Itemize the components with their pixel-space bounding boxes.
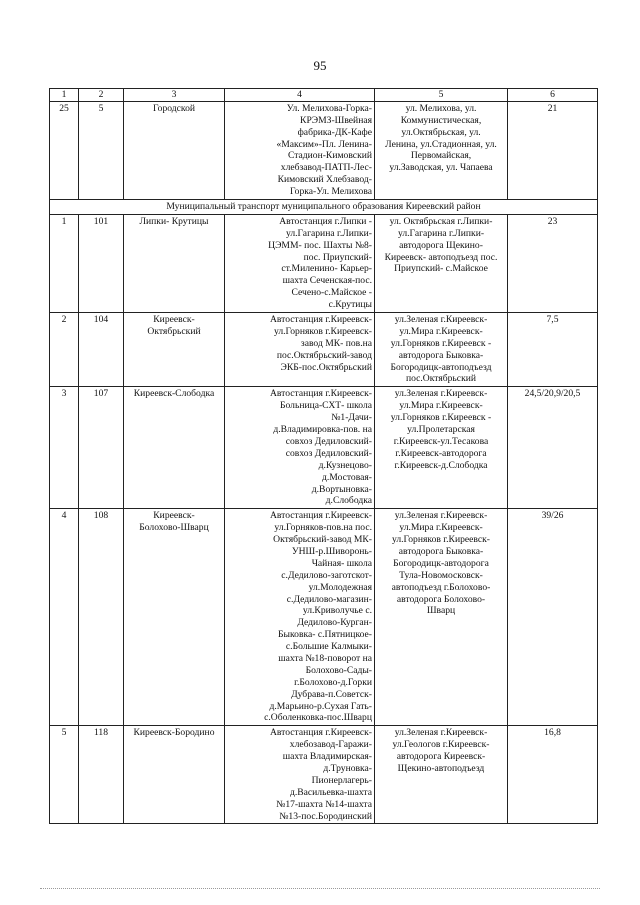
route-length: 24,5/20,9/20,5 (508, 387, 598, 509)
route-streets-line: ул.Зеленая г.Киреевск- (394, 388, 488, 400)
route-stops-line: с.Крутицы (328, 299, 372, 311)
route-stops-line: фабрика-ДК-Кафе (297, 126, 372, 138)
route-stops-line: Пионерлагерь- (311, 774, 372, 786)
route-stops-line: Больница-СХТ- школа (279, 400, 372, 412)
route-stops-line: Быковка- с.Пятницкое- (278, 629, 372, 641)
route-stops-line: Стадион-Кимовский (287, 150, 372, 162)
route-name-line: Городской (152, 102, 196, 114)
route-stops-line: шахта Сеченская-пос. (282, 275, 372, 287)
route-name-line: Киреевск- (153, 314, 195, 326)
route-streets-line: Ленина, ул.Стадионная, ул. (385, 138, 497, 150)
route-stops-line: ул.Горняков-пов.на пос. (274, 522, 372, 534)
route-streets-line: Богородицк-автодорога (393, 557, 489, 569)
route-stops-line: д.Слободка (325, 495, 372, 507)
route-stops-line: Автостанция г.Киреевск- (269, 388, 372, 400)
route-stops-line: ул.Горняков г.Киреевск- (274, 325, 372, 337)
route-stops-line: Дубрава-п.Советск- (291, 688, 372, 700)
route-streets-line: автодорога Щекино- (399, 239, 483, 251)
route-stops-line: совхоз Дедиловский- (285, 447, 372, 459)
route-streets-line: автодорога Быковка- (398, 349, 484, 361)
route-stops-line: «Максим»-Пл. Ленина- (276, 138, 372, 150)
route-streets-line: ул.Горняков г.Киреевск - (390, 412, 492, 424)
route-name (124, 214, 225, 312)
route-streets (375, 214, 508, 312)
route-streets-line: ул. Мелихова, ул. (405, 102, 477, 114)
route-stops (225, 509, 375, 726)
route-stops-line: с.Большие Калмыки- (285, 641, 372, 653)
route-stops-line: с.Дедилово-заготскот- (281, 569, 372, 581)
route-stops-line: д.Владимировка-пов. на (273, 424, 372, 436)
route-stops-line: завод МК- пов.на (300, 337, 372, 349)
route-stops-line: д.Марьино-р.Сухая Гать- (269, 700, 372, 712)
route-streets-line: Приупский- с.Майское (394, 263, 488, 275)
route-stops-line: Горка-Ул. Мелихова (289, 186, 372, 198)
route-name (124, 387, 225, 509)
row-number: 3 (50, 387, 79, 509)
route-stops-line: ЭКБ-пос.Октябрьский (280, 361, 372, 373)
route-stops-line: ЦЭММ- пос. Шахты №8- (268, 239, 372, 251)
route-streets-line: ул.Гагарина г.Липки- (397, 227, 485, 239)
table-row (50, 313, 598, 387)
route-stops-line: шахта №18-поворот на (278, 652, 372, 664)
route-streets-line: г.Киреевск-ул.Тесакова (393, 435, 489, 447)
route-name-line: Октябрьский (147, 325, 201, 337)
route-stops-line: Автостанция г.Киреевск- (269, 314, 372, 326)
route-streets-line: Киреевск- автоподъезд пос. (384, 251, 498, 263)
route-stops (225, 101, 375, 199)
route-streets-line: автодорога Быковка- (398, 545, 484, 557)
route-streets-line: г.Киреевск-д.Слободка (394, 459, 488, 471)
route-stops-line: совхоз Дедиловский- (285, 435, 372, 447)
route-stops-line: с.Дедилово-магазин- (286, 593, 372, 605)
route-stops-line: пос. Приупский- (303, 251, 372, 263)
route-stops-line: №17-шахта №14-шахта (276, 798, 372, 810)
table-row (50, 214, 598, 312)
routes-table (49, 88, 598, 824)
route-stops-line: ул.Молодежная (308, 581, 372, 593)
route-stops (225, 726, 375, 824)
route-stops-line: хлебзавод-ПАТП-Лес- (280, 162, 372, 174)
route-name (124, 509, 225, 726)
route-streets-line: Богородицк-автоподъезд (390, 361, 492, 373)
route-streets (375, 313, 508, 387)
route-stops-line: д.Мостовая- (322, 471, 372, 483)
route-name-line: Киреевск- (153, 510, 195, 522)
column-header: 1 (50, 89, 79, 102)
route-stops-line: Октябрьский-завод МК- (273, 534, 372, 546)
route-stops (225, 214, 375, 312)
route-streets-line: Тула-Новомосковск- (399, 569, 483, 581)
route-stops-line: д.Вортыновка- (311, 483, 372, 495)
route-name-line: Липки- Крутицы (139, 215, 209, 227)
route-name (124, 313, 225, 387)
page-number: 95 (313, 58, 327, 73)
route-streets (375, 387, 508, 509)
route-stops-line: Болохово-Сады- (305, 664, 372, 676)
route-stops-line: г.Болохово-д.Горки (294, 676, 372, 688)
route-streets-line: автодорога Болохово- (396, 593, 486, 605)
route-name-line: Киреевск-Бородино (133, 727, 215, 739)
route-stops-line: пос.Октябрьский-завод (276, 349, 372, 361)
route-streets-line: автодорога Киреевск- (396, 751, 486, 763)
route-stops-line: хлебозавод-Гаражи- (289, 739, 372, 751)
row-number: 1 (50, 214, 79, 312)
route-stops-line: ул.Гагарина г.Липки- (285, 227, 372, 239)
route-streets-line: автоподъезд г.Болохово- (391, 581, 491, 593)
route-stops (225, 313, 375, 387)
route-streets-line: ул.Зеленая г.Киреевск- (394, 727, 488, 739)
route-name-line: Киреевск-Слободка (133, 388, 215, 400)
table-row (50, 101, 598, 199)
route-streets-line: Шварц (426, 605, 456, 617)
route-length: 16,8 (508, 726, 598, 824)
route-streets (375, 101, 508, 199)
row-number: 25 (50, 101, 79, 199)
row-number: 4 (50, 509, 79, 726)
route-stops-line: с.Оболенковка-пос.Шварц (264, 712, 372, 724)
header-row (50, 89, 598, 102)
section-row (50, 200, 598, 215)
route-streets-line: ул. Октябрьская г.Липки- (389, 215, 493, 227)
route-stops-line: №1-Дачи- (331, 412, 372, 424)
route-stops-line: Ул. Мелихова-Горка- (286, 102, 372, 114)
route-stops (225, 387, 375, 509)
route-stops-line: ст.Миленино- Карьер- (281, 263, 372, 275)
route-streets-line: ул.Мира г.Киреевск- (399, 325, 483, 337)
route-streets-line: ул.Геологов г.Киреевск- (392, 739, 490, 751)
route-streets-line: ул.Мира г.Киреевск- (399, 400, 483, 412)
route-streets-line: пос.Октябрьский (405, 373, 476, 385)
route-streets-line: ул.Зеленая г.Киреевск- (394, 510, 488, 522)
route-stops-line: УНШ-р.Шиворонь- (291, 545, 372, 557)
route-stops-line: Кимовский Хлебзавод- (277, 174, 372, 186)
route-length: 21 (508, 101, 598, 199)
route-streets-line: Первомайская, (410, 150, 472, 162)
route-streets (375, 509, 508, 726)
route-stops-line: Чайная- школа (311, 557, 372, 569)
column-header: 2 (79, 89, 124, 102)
route-streets-line: ул.Горняков г.Киреевск- (392, 534, 490, 546)
route-stops-line: Дедилово-Курган- (297, 617, 372, 629)
route-streets-line: Коммунистическая, (400, 114, 482, 126)
route-stops-line: №13-пос.Бородинский (279, 810, 372, 822)
route-stops-line: д.Труновка- (323, 762, 372, 774)
route-length: 39/26 (508, 509, 598, 726)
route-streets-line: ул.Пролетарская (407, 424, 475, 436)
route-stops-line: КРЭМЗ-Швейная (300, 114, 372, 126)
route-stops-line: шахта Владимирская- (282, 751, 372, 763)
route-streets-line: ул.Горняков г.Киреевск - (390, 337, 492, 349)
route-length: 7,5 (508, 313, 598, 387)
row-number: 5 (50, 726, 79, 824)
route-stops-line: Автостанция г.Киреевск- (269, 510, 372, 522)
route-streets-line: ул.Октябрьская, ул. (401, 126, 481, 138)
route-streets-line: ул.Зеленая г.Киреевск- (394, 314, 488, 326)
row-number: 2 (50, 313, 79, 387)
route-name (124, 101, 225, 199)
route-stops-line: д.Кузнецово- (318, 459, 372, 471)
route-number: 104 (79, 313, 124, 387)
route-number: 108 (79, 509, 124, 726)
route-number: 118 (79, 726, 124, 824)
route-stops-line: Автостанция г.Липки - (279, 215, 372, 227)
route-name (124, 726, 225, 824)
column-header: 5 (375, 89, 508, 102)
scan-artifact-line (40, 888, 600, 889)
route-streets-line: ул.Мира г.Киреевск- (399, 522, 483, 534)
column-header: 6 (508, 89, 598, 102)
column-header: 4 (225, 89, 375, 102)
route-number: 101 (79, 214, 124, 312)
section-title: Муниципальный транспорт муниципального образования Киреевский район (50, 200, 598, 215)
column-header: 3 (124, 89, 225, 102)
route-name-line: Болохово-Шварц (139, 522, 209, 534)
route-streets-line: Щекино-автоподъезд (397, 762, 485, 774)
route-stops-line: Сечено-с.Майское - (291, 287, 372, 299)
route-streets (375, 726, 508, 824)
route-stops-line: д.Васильевка-шахта (289, 786, 372, 798)
route-streets-line: г.Киреевск-автодорога (395, 447, 487, 459)
route-stops-line: ул.Криволучье с. (302, 605, 372, 617)
route-length: 23 (508, 214, 598, 312)
route-stops-line: Автостанция г.Киреевск- (269, 727, 372, 739)
table-row (50, 726, 598, 824)
route-number: 107 (79, 387, 124, 509)
route-number: 5 (79, 101, 124, 199)
route-streets-line: ул.Заводская, ул. Чапаева (389, 162, 493, 174)
table-row (50, 387, 598, 509)
table-row (50, 509, 598, 726)
